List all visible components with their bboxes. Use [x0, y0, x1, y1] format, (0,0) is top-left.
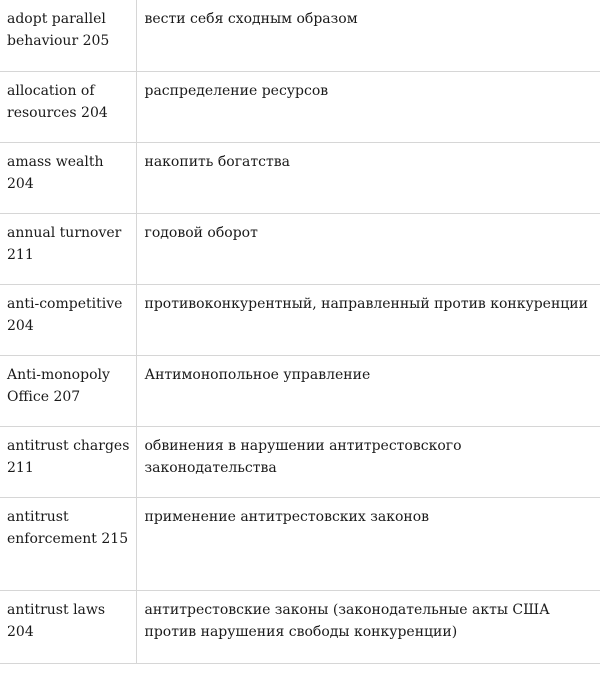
term-cell: Anti-monopoly Office 207	[0, 355, 136, 426]
table-row	[0, 590, 600, 663]
translation-cell: антитрестовские законы (законодательные акты США против нарушения свободы конкуренции)	[136, 590, 600, 663]
translation-cell: обвинения в нарушении антитрестовского законодательства	[136, 426, 600, 497]
translation-cell: распределение ресурсов	[136, 71, 600, 142]
term-cell: amass wealth 204	[0, 142, 136, 213]
translation-cell: противоконкурентный, направленный против конкуренции	[136, 284, 600, 355]
table-row	[0, 71, 600, 142]
term-cell: adopt parallel behaviour 205	[0, 0, 136, 71]
term-cell: annual turnover 211	[0, 213, 136, 284]
translation-cell: годовой оборот	[136, 213, 600, 284]
term-cell: antitrust laws 204	[0, 590, 136, 663]
term-cell: allocation of resources 204	[0, 71, 136, 142]
table-row	[0, 142, 600, 213]
term-cell: antitrust enforcement 215	[0, 497, 136, 590]
translation-cell: применение антитрестовских законов	[136, 497, 600, 590]
table-row	[0, 355, 600, 426]
translation-cell: Антимонопольное управление	[136, 355, 600, 426]
table-row	[0, 0, 600, 71]
table-row	[0, 213, 600, 284]
table-row	[0, 284, 600, 355]
term-cell: anti-competitive 204	[0, 284, 136, 355]
term-cell: antitrust charges 211	[0, 426, 136, 497]
table-row	[0, 426, 600, 497]
translation-cell: накопить богатства	[136, 142, 600, 213]
table-row	[0, 497, 600, 590]
translation-cell: вести себя сходным образом	[136, 0, 600, 71]
